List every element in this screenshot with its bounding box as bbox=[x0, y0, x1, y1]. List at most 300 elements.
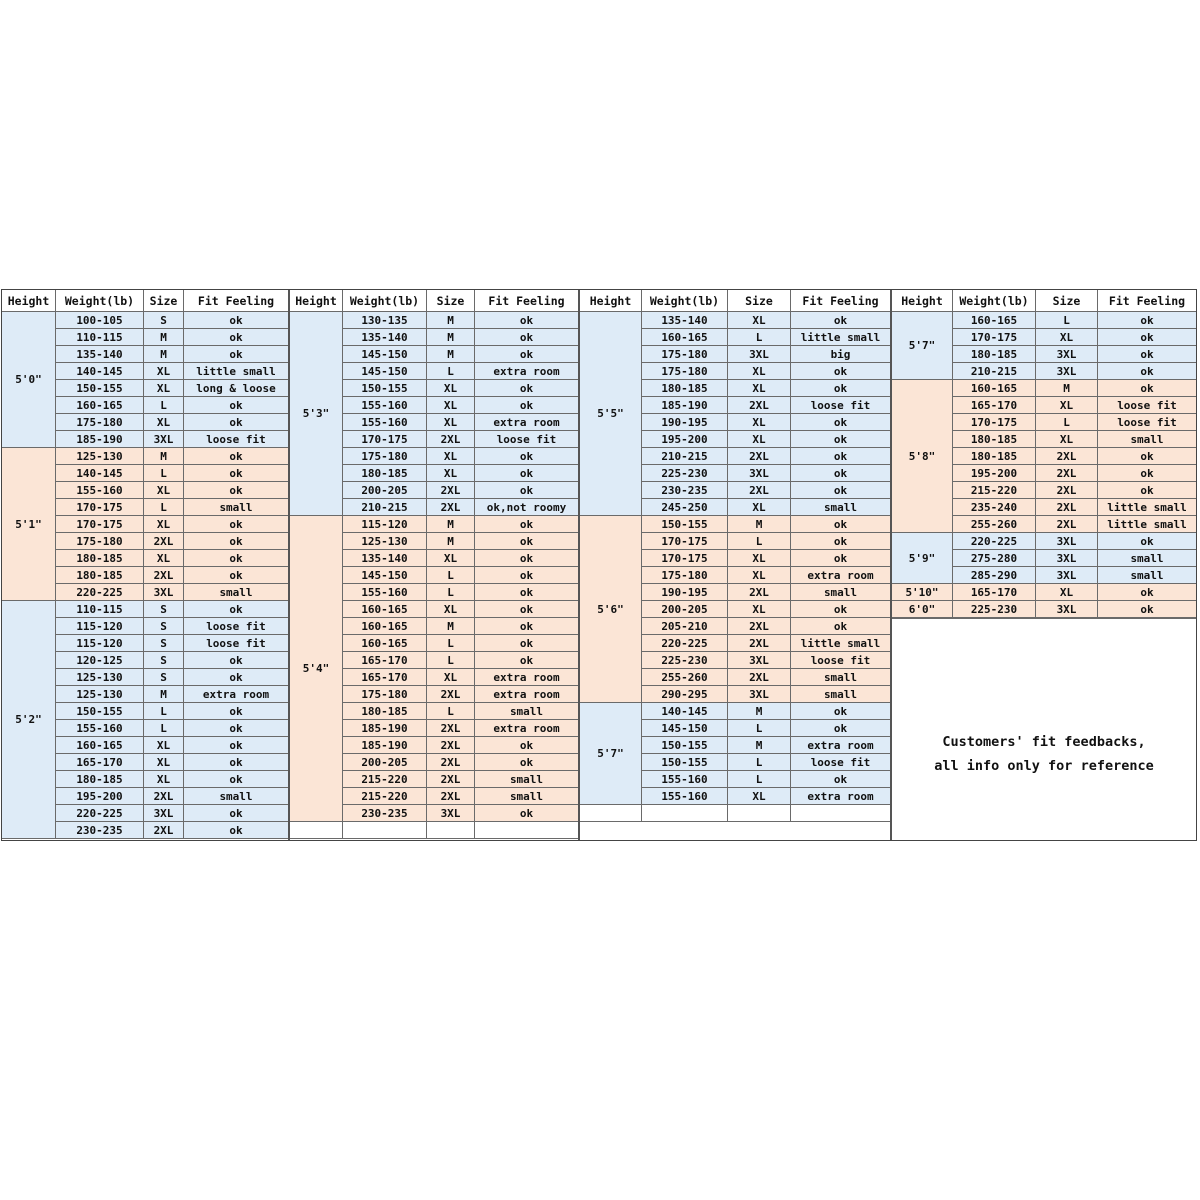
weight-cell: 185-190 bbox=[56, 431, 144, 448]
header-height: Height bbox=[580, 290, 642, 312]
size-cell: 2XL bbox=[427, 686, 475, 703]
size-cell: 3XL bbox=[1036, 550, 1098, 567]
size-cell: L bbox=[1036, 414, 1098, 431]
size-cell: L bbox=[144, 397, 184, 414]
fit-cell: ok bbox=[475, 346, 578, 363]
size-cell: L bbox=[427, 703, 475, 720]
weight-cell: 285-290 bbox=[953, 567, 1036, 584]
fit-cell: ok bbox=[791, 465, 890, 482]
fit-cell: small bbox=[1098, 567, 1196, 584]
size-cell: 2XL bbox=[427, 737, 475, 754]
size-cell: M bbox=[728, 737, 791, 754]
size-cell: L bbox=[427, 584, 475, 601]
fit-cell: small bbox=[791, 584, 890, 601]
weight-cell: 210-215 bbox=[343, 499, 427, 516]
header-height: Height bbox=[2, 290, 56, 312]
weight-cell: 170-175 bbox=[56, 499, 144, 516]
fit-cell: ok bbox=[791, 771, 890, 788]
fit-cell: ok bbox=[475, 380, 578, 397]
fit-cell: small bbox=[791, 669, 890, 686]
fit-cell: ok bbox=[791, 516, 890, 533]
weight-cell: 150-155 bbox=[56, 703, 144, 720]
weight-cell: 175-180 bbox=[642, 346, 728, 363]
weight-cell: 220-225 bbox=[953, 533, 1036, 550]
fit-cell: ok bbox=[184, 567, 288, 584]
weight-cell: 160-165 bbox=[953, 312, 1036, 329]
chart-panel bbox=[892, 290, 1196, 840]
size-cell: 3XL bbox=[1036, 533, 1098, 550]
fit-cell: small bbox=[184, 584, 288, 601]
size-cell: XL bbox=[144, 482, 184, 499]
fit-feedback-note bbox=[892, 618, 1196, 839]
weight-cell: 140-145 bbox=[56, 465, 144, 482]
size-cell: M bbox=[728, 703, 791, 720]
weight-cell: 180-185 bbox=[343, 703, 427, 720]
fit-cell: ok bbox=[1098, 448, 1196, 465]
fit-cell: ok bbox=[184, 465, 288, 482]
size-cell: 3XL bbox=[728, 652, 791, 669]
height-cell: 5'3" bbox=[290, 312, 343, 516]
size-cell: XL bbox=[427, 414, 475, 431]
weight-cell: 135-140 bbox=[642, 312, 728, 329]
fit-cell: ok bbox=[184, 550, 288, 567]
fit-cell: extra room bbox=[184, 686, 288, 703]
weight-cell: 110-115 bbox=[56, 601, 144, 618]
weight-cell: 115-120 bbox=[56, 635, 144, 652]
weight-cell: 170-175 bbox=[343, 431, 427, 448]
size-cell: M bbox=[144, 686, 184, 703]
fit-cell: ok bbox=[1098, 363, 1196, 380]
height-cell: 5'7" bbox=[580, 703, 642, 805]
fit-cell: extra room bbox=[791, 788, 890, 805]
size-cell: XL bbox=[144, 414, 184, 431]
size-cell: 2XL bbox=[1036, 516, 1098, 533]
weight-cell: 185-190 bbox=[343, 720, 427, 737]
fit-cell: extra room bbox=[475, 669, 578, 686]
weight-cell: 160-165 bbox=[343, 601, 427, 618]
fit-cell: ok bbox=[184, 737, 288, 754]
weight-cell: 165-170 bbox=[953, 397, 1036, 414]
size-cell: M bbox=[427, 312, 475, 329]
weight-cell: 185-190 bbox=[642, 397, 728, 414]
fit-cell: ok bbox=[1098, 380, 1196, 397]
size-cell: XL bbox=[728, 550, 791, 567]
note-line-1: Customers' fit feedbacks, bbox=[942, 734, 1146, 750]
weight-cell bbox=[642, 805, 728, 822]
weight-cell: 160-165 bbox=[343, 635, 427, 652]
fit-cell: ok bbox=[1098, 312, 1196, 329]
fit-cell: loose fit bbox=[184, 635, 288, 652]
fit-cell: ok bbox=[184, 312, 288, 329]
fit-cell: extra room bbox=[475, 363, 578, 380]
size-cell: 3XL bbox=[1036, 601, 1098, 618]
weight-cell: 195-200 bbox=[56, 788, 144, 805]
weight-cell: 150-155 bbox=[642, 754, 728, 771]
weight-cell: 255-260 bbox=[953, 516, 1036, 533]
header-size: Size bbox=[144, 290, 184, 312]
fit-cell: ok bbox=[475, 465, 578, 482]
fit-cell: ok bbox=[184, 482, 288, 499]
fit-cell: ok bbox=[791, 703, 890, 720]
size-cell: XL bbox=[728, 601, 791, 618]
weight-cell: 170-175 bbox=[953, 329, 1036, 346]
size-cell: S bbox=[144, 618, 184, 635]
size-cell: 3XL bbox=[1036, 567, 1098, 584]
weight-cell: 155-160 bbox=[56, 720, 144, 737]
fit-cell: little small bbox=[184, 363, 288, 380]
size-cell: M bbox=[427, 618, 475, 635]
weight-cell: 125-130 bbox=[56, 686, 144, 703]
size-cell: 3XL bbox=[728, 686, 791, 703]
size-cell: 3XL bbox=[427, 805, 475, 822]
fit-cell: ok bbox=[184, 720, 288, 737]
fit-cell: ok bbox=[791, 550, 890, 567]
size-cell: XL bbox=[1036, 584, 1098, 601]
size-cell: XL bbox=[427, 397, 475, 414]
weight-cell: 255-260 bbox=[642, 669, 728, 686]
weight-cell: 180-185 bbox=[953, 431, 1036, 448]
size-cell: XL bbox=[144, 363, 184, 380]
size-cell: L bbox=[144, 720, 184, 737]
size-cell: L bbox=[427, 567, 475, 584]
fit-cell: extra room bbox=[791, 567, 890, 584]
weight-cell: 210-215 bbox=[953, 363, 1036, 380]
weight-cell: 180-185 bbox=[56, 550, 144, 567]
fit-cell: ok bbox=[475, 618, 578, 635]
size-cell: L bbox=[728, 533, 791, 550]
size-cell: XL bbox=[427, 448, 475, 465]
size-cell: 2XL bbox=[1036, 482, 1098, 499]
weight-cell: 155-160 bbox=[642, 788, 728, 805]
fit-cell: ok bbox=[791, 720, 890, 737]
fit-cell: little small bbox=[791, 329, 890, 346]
size-cell: S bbox=[144, 601, 184, 618]
fit-cell: ok bbox=[475, 635, 578, 652]
size-cell bbox=[728, 805, 791, 822]
fit-cell: ok bbox=[475, 482, 578, 499]
fit-cell: loose fit bbox=[1098, 397, 1196, 414]
fit-cell: small bbox=[791, 686, 890, 703]
size-cell: 3XL bbox=[144, 584, 184, 601]
size-cell: 2XL bbox=[728, 448, 791, 465]
size-cell: 2XL bbox=[1036, 448, 1098, 465]
height-cell: 5'1" bbox=[2, 448, 56, 601]
fit-cell: ok bbox=[475, 805, 578, 822]
weight-cell: 205-210 bbox=[642, 618, 728, 635]
fit-cell: little small bbox=[791, 635, 890, 652]
fit-cell: ok bbox=[475, 397, 578, 414]
header-weight: Weight(lb) bbox=[56, 290, 144, 312]
header-weight: Weight(lb) bbox=[642, 290, 728, 312]
fit-cell: ok bbox=[475, 550, 578, 567]
weight-cell: 220-225 bbox=[56, 805, 144, 822]
weight-cell: 235-240 bbox=[953, 499, 1036, 516]
fit-cell: ok bbox=[184, 652, 288, 669]
weight-cell: 130-135 bbox=[343, 312, 427, 329]
weight-cell: 110-115 bbox=[56, 329, 144, 346]
fit-cell bbox=[475, 822, 578, 839]
weight-cell: 160-165 bbox=[953, 380, 1036, 397]
weight-cell: 215-220 bbox=[343, 771, 427, 788]
weight-cell: 155-160 bbox=[343, 414, 427, 431]
weight-cell: 135-140 bbox=[56, 346, 144, 363]
weight-cell: 230-235 bbox=[56, 822, 144, 839]
height-cell: 6'0" bbox=[892, 601, 953, 618]
weight-cell: 185-190 bbox=[343, 737, 427, 754]
size-cell: 2XL bbox=[728, 635, 791, 652]
fit-cell: extra room bbox=[475, 686, 578, 703]
chart-panel bbox=[290, 290, 580, 840]
weight-cell: 180-185 bbox=[56, 567, 144, 584]
weight-cell: 150-155 bbox=[343, 380, 427, 397]
size-cell: XL bbox=[728, 788, 791, 805]
size-cell: 3XL bbox=[144, 805, 184, 822]
weight-cell: 220-225 bbox=[642, 635, 728, 652]
size-cell: L bbox=[144, 703, 184, 720]
fit-cell: ok bbox=[184, 397, 288, 414]
weight-cell: 155-160 bbox=[343, 584, 427, 601]
size-cell: 2XL bbox=[728, 669, 791, 686]
weight-cell: 170-175 bbox=[642, 533, 728, 550]
size-cell: XL bbox=[144, 516, 184, 533]
weight-cell: 180-185 bbox=[953, 448, 1036, 465]
weight-cell: 135-140 bbox=[343, 329, 427, 346]
weight-cell: 135-140 bbox=[343, 550, 427, 567]
weight-cell: 125-130 bbox=[56, 448, 144, 465]
weight-cell: 160-165 bbox=[343, 618, 427, 635]
size-cell: L bbox=[728, 754, 791, 771]
fit-cell bbox=[791, 805, 890, 822]
fit-cell: ok bbox=[791, 312, 890, 329]
weight-cell: 190-195 bbox=[642, 414, 728, 431]
height-cell: 5'6" bbox=[580, 516, 642, 703]
weight-cell: 150-155 bbox=[642, 737, 728, 754]
size-cell: XL bbox=[427, 601, 475, 618]
fit-cell: ok bbox=[475, 312, 578, 329]
size-cell: 2XL bbox=[144, 822, 184, 839]
fit-cell: ok bbox=[184, 329, 288, 346]
size-cell: S bbox=[144, 669, 184, 686]
size-cell: XL bbox=[427, 550, 475, 567]
size-cell: 2XL bbox=[427, 720, 475, 737]
size-cell: XL bbox=[427, 465, 475, 482]
header-size: Size bbox=[728, 290, 791, 312]
header-fit: Fit Feeling bbox=[184, 290, 288, 312]
size-cell: 2XL bbox=[427, 482, 475, 499]
height-cell: 5'9" bbox=[892, 533, 953, 584]
weight-cell: 195-200 bbox=[953, 465, 1036, 482]
height-cell bbox=[580, 805, 642, 822]
height-cell: 5'5" bbox=[580, 312, 642, 516]
weight-cell: 180-185 bbox=[642, 380, 728, 397]
size-cell: XL bbox=[144, 737, 184, 754]
fit-cell: small bbox=[475, 771, 578, 788]
fit-cell: ok bbox=[475, 652, 578, 669]
weight-cell: 165-170 bbox=[343, 652, 427, 669]
fit-cell: loose fit bbox=[791, 397, 890, 414]
fit-cell: ok bbox=[475, 584, 578, 601]
size-cell: L bbox=[144, 465, 184, 482]
weight-cell: 225-230 bbox=[953, 601, 1036, 618]
height-cell: 5'0" bbox=[2, 312, 56, 448]
weight-cell: 200-205 bbox=[642, 601, 728, 618]
weight-cell: 160-165 bbox=[56, 397, 144, 414]
size-cell: M bbox=[427, 533, 475, 550]
chart-panel bbox=[580, 290, 892, 840]
weight-cell: 180-185 bbox=[953, 346, 1036, 363]
fit-cell: ok bbox=[475, 567, 578, 584]
fit-cell: small bbox=[1098, 550, 1196, 567]
size-cell: L bbox=[427, 652, 475, 669]
fit-cell: ok bbox=[791, 380, 890, 397]
size-cell: 3XL bbox=[1036, 363, 1098, 380]
size-cell: M bbox=[427, 346, 475, 363]
weight-cell: 115-120 bbox=[56, 618, 144, 635]
size-cell: 2XL bbox=[1036, 465, 1098, 482]
size-cell: L bbox=[1036, 312, 1098, 329]
fit-cell: loose fit bbox=[791, 754, 890, 771]
weight-cell: 245-250 bbox=[642, 499, 728, 516]
size-cell: XL bbox=[144, 550, 184, 567]
header-weight: Weight(lb) bbox=[343, 290, 427, 312]
size-cell: 3XL bbox=[1036, 346, 1098, 363]
weight-cell: 160-165 bbox=[642, 329, 728, 346]
fit-cell: ok bbox=[184, 822, 288, 839]
chart-panel bbox=[2, 290, 290, 840]
size-cell: 2XL bbox=[144, 567, 184, 584]
size-cell: XL bbox=[1036, 431, 1098, 448]
size-cell: XL bbox=[728, 431, 791, 448]
weight-cell: 170-175 bbox=[56, 516, 144, 533]
fit-cell: big bbox=[791, 346, 890, 363]
weight-cell: 175-180 bbox=[343, 448, 427, 465]
weight-cell: 290-295 bbox=[642, 686, 728, 703]
fit-cell: ok bbox=[475, 737, 578, 754]
weight-cell: 140-145 bbox=[642, 703, 728, 720]
fit-cell: ok bbox=[475, 448, 578, 465]
height-cell: 5'4" bbox=[290, 516, 343, 822]
weight-cell: 155-160 bbox=[56, 482, 144, 499]
fit-cell: little small bbox=[1098, 499, 1196, 516]
size-cell: 2XL bbox=[427, 754, 475, 771]
fit-cell: ok bbox=[791, 448, 890, 465]
weight-cell: 175-180 bbox=[56, 414, 144, 431]
weight-cell: 115-120 bbox=[343, 516, 427, 533]
size-cell bbox=[427, 822, 475, 839]
fit-cell: loose fit bbox=[791, 652, 890, 669]
weight-cell: 180-185 bbox=[56, 771, 144, 788]
header-height: Height bbox=[892, 290, 953, 312]
fit-cell: small bbox=[475, 703, 578, 720]
size-cell: XL bbox=[728, 363, 791, 380]
fit-cell: ok bbox=[475, 329, 578, 346]
weight-cell: 180-185 bbox=[343, 465, 427, 482]
size-cell: 2XL bbox=[427, 431, 475, 448]
size-cell: 2XL bbox=[144, 788, 184, 805]
fit-cell: ok bbox=[791, 482, 890, 499]
fit-cell: ok bbox=[1098, 533, 1196, 550]
weight-cell bbox=[343, 822, 427, 839]
fit-cell: ok bbox=[475, 601, 578, 618]
fit-cell: small bbox=[184, 788, 288, 805]
size-cell: XL bbox=[728, 499, 791, 516]
fit-cell: extra room bbox=[475, 414, 578, 431]
weight-cell: 195-200 bbox=[642, 431, 728, 448]
weight-cell: 190-195 bbox=[642, 584, 728, 601]
fit-cell: ok bbox=[791, 601, 890, 618]
height-cell: 5'10" bbox=[892, 584, 953, 601]
size-cell: XL bbox=[427, 380, 475, 397]
fit-cell: loose fit bbox=[475, 431, 578, 448]
weight-cell: 175-180 bbox=[56, 533, 144, 550]
weight-cell: 210-215 bbox=[642, 448, 728, 465]
fit-cell: ok bbox=[791, 431, 890, 448]
fit-cell: ok bbox=[1098, 601, 1196, 618]
weight-cell: 100-105 bbox=[56, 312, 144, 329]
fit-cell: ok bbox=[1098, 329, 1196, 346]
fit-cell: ok bbox=[184, 771, 288, 788]
weight-cell: 140-145 bbox=[56, 363, 144, 380]
size-cell: S bbox=[144, 312, 184, 329]
size-cell: L bbox=[427, 363, 475, 380]
weight-cell: 230-235 bbox=[343, 805, 427, 822]
header-height: Height bbox=[290, 290, 343, 312]
fit-cell: ok bbox=[184, 533, 288, 550]
weight-cell: 170-175 bbox=[642, 550, 728, 567]
fit-cell: ok bbox=[1098, 346, 1196, 363]
header-fit: Fit Feeling bbox=[1098, 290, 1196, 312]
fit-cell: loose fit bbox=[184, 431, 288, 448]
size-cell: L bbox=[728, 771, 791, 788]
fit-cell: extra room bbox=[475, 720, 578, 737]
fit-cell: extra room bbox=[791, 737, 890, 754]
fit-cell: loose fit bbox=[1098, 414, 1196, 431]
fit-cell: loose fit bbox=[184, 618, 288, 635]
header-size: Size bbox=[427, 290, 475, 312]
height-cell: 5'2" bbox=[2, 601, 56, 839]
fit-cell: ok bbox=[184, 754, 288, 771]
weight-cell: 155-160 bbox=[642, 771, 728, 788]
weight-cell: 150-155 bbox=[56, 380, 144, 397]
size-cell: 2XL bbox=[728, 397, 791, 414]
fit-cell: ok bbox=[184, 601, 288, 618]
size-cell: XL bbox=[427, 669, 475, 686]
weight-cell: 165-170 bbox=[343, 669, 427, 686]
fit-cell: ok bbox=[184, 414, 288, 431]
fit-cell: small bbox=[184, 499, 288, 516]
fit-cell: ok bbox=[184, 448, 288, 465]
weight-cell: 220-225 bbox=[56, 584, 144, 601]
size-cell: XL bbox=[144, 771, 184, 788]
size-cell: 3XL bbox=[728, 465, 791, 482]
size-cell: 2XL bbox=[144, 533, 184, 550]
weight-cell: 160-165 bbox=[56, 737, 144, 754]
size-cell: S bbox=[144, 652, 184, 669]
weight-cell: 275-280 bbox=[953, 550, 1036, 567]
weight-cell: 165-170 bbox=[953, 584, 1036, 601]
weight-cell: 125-130 bbox=[56, 669, 144, 686]
fit-cell: ok bbox=[184, 805, 288, 822]
fit-cell: ok bbox=[791, 533, 890, 550]
weight-cell: 175-180 bbox=[642, 363, 728, 380]
size-cell: L bbox=[728, 720, 791, 737]
size-cell: M bbox=[144, 329, 184, 346]
weight-cell: 145-150 bbox=[642, 720, 728, 737]
fit-cell: long & loose bbox=[184, 380, 288, 397]
size-cell: XL bbox=[728, 312, 791, 329]
weight-cell: 230-235 bbox=[642, 482, 728, 499]
weight-cell: 175-180 bbox=[642, 567, 728, 584]
